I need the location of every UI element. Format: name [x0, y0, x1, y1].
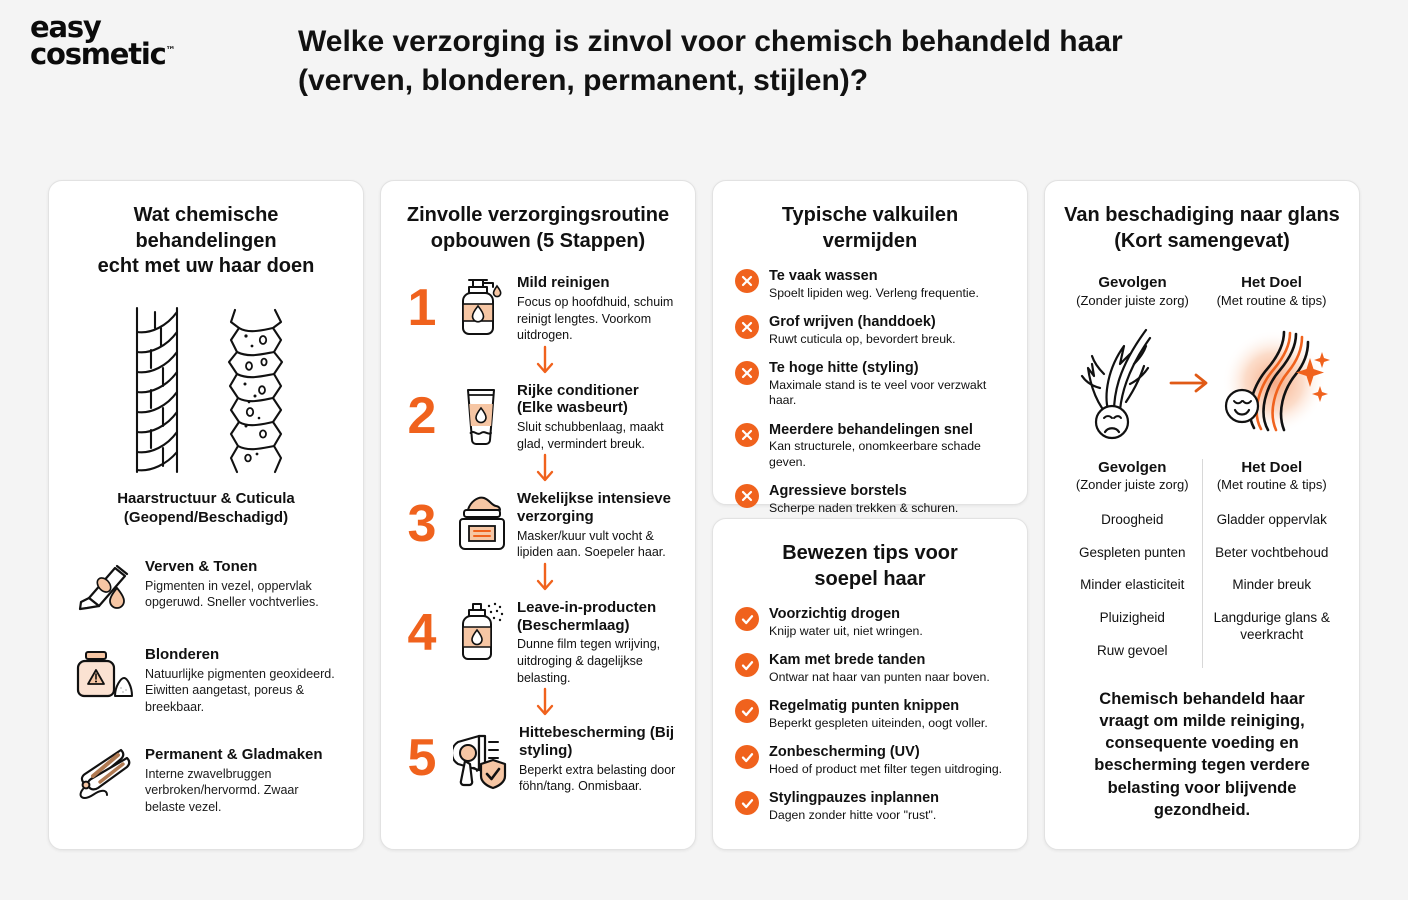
treatment-item [71, 554, 341, 616]
comparison-table-left-title: Gevolgen [1098, 459, 1167, 477]
routine-step [399, 380, 677, 453]
list-item: Pluizigheid [1099, 610, 1165, 626]
pitfall-item [735, 422, 1007, 470]
arrow-right-icon [1168, 368, 1214, 398]
pitfall-heading: Grof wrijven (handdoek) [769, 314, 936, 331]
pitfall-item [735, 314, 1007, 347]
card-title-line1: Bewezen tips voor [782, 542, 958, 564]
card-title-line1: Typische valkuilen [781, 204, 959, 226]
pitfall-body: Scherpe naden trekken & schuren. [769, 500, 959, 515]
pitfall-text [769, 314, 956, 347]
routine-step [399, 272, 677, 344]
damaged-cuticle-icon [219, 302, 291, 477]
bleach-jar-icon [71, 642, 133, 704]
check-circle-icon [735, 745, 759, 769]
tip-body: Dagen zonder hitte voor "rust". [769, 807, 937, 822]
treatment-heading: Blonderen [145, 645, 220, 663]
comparison-left-title: Gevolgen [1098, 274, 1167, 292]
tip-text [769, 652, 990, 685]
step-heading: Mild reinigen [517, 274, 610, 292]
hair-structure-diagram [67, 302, 345, 477]
tip-item [735, 606, 1007, 639]
brand-logo-line1: easy [30, 10, 101, 44]
goal-list [1203, 504, 1342, 652]
hair-mask-jar-icon [453, 488, 509, 556]
x-circle-icon [735, 484, 759, 508]
pitfall-body: Kan structurele, onomkeerbare schade geven. [769, 439, 981, 469]
card-title-damage-to-shine [1063, 203, 1341, 254]
card-care-routine [380, 180, 696, 850]
card-chemical-treatments [48, 180, 364, 850]
treatment-heading: Permanent & Gladmaken [145, 745, 323, 763]
pitfall-item [735, 360, 1007, 408]
tip-heading: Stylingpauzes inplannen [769, 790, 939, 807]
comparison-visual [1063, 323, 1341, 443]
tip-item [735, 698, 1007, 731]
comparison-right-subtitle: (Met routine & tips) [1216, 293, 1327, 309]
step-body: Sluit schubbenlaag, maakt glad, vermindert breuk. [517, 420, 664, 451]
step-body: Masker/kuur vult vocht & lipiden aan. Soepeler haar. [517, 528, 666, 560]
step-number: 1 [407, 279, 437, 338]
pump-bottle-icon [453, 272, 509, 340]
pitfall-heading: Meerdere behandelingen snel [769, 421, 973, 438]
trademark-symbol: ™ [165, 45, 176, 57]
card-title-line2: vermijden [822, 229, 918, 252]
treatment-text [145, 642, 341, 716]
damaged-hair-sad-face-icon [1068, 324, 1164, 442]
x-circle-icon [735, 315, 759, 339]
list-item: Gladder oppervlak [1216, 511, 1327, 527]
step-number: 2 [407, 386, 437, 445]
hairdryer-shield-icon [453, 722, 511, 790]
tip-body: Knijp water uit, niet wringen. [769, 623, 923, 638]
step-heading: Leave-in-producten (Beschermlaag) [517, 599, 657, 634]
comparison-left-subtitle: (Zonder juiste zorg) [1076, 293, 1189, 309]
step-text [517, 380, 677, 453]
pitfall-list [731, 268, 1009, 516]
treatment-list [67, 554, 345, 816]
pitfall-text [769, 268, 979, 301]
summary-text: Chemisch behandeld haar vraagt om milde reiniging, consequente voeding en bescherming tegen verdere belasting voor blijvende gezondheid. [1094, 690, 1310, 819]
pitfall-heading: Agressieve borstels [769, 483, 907, 500]
check-circle-icon [735, 653, 759, 677]
x-circle-icon [735, 423, 759, 447]
hair-diagram-caption-line1: Haarstructuur & Cuticula [117, 489, 295, 507]
hair-diagram-caption [67, 489, 345, 528]
brand-logo-line2: cosmetic™ [30, 36, 176, 71]
tip-text [769, 698, 988, 731]
tip-item [735, 744, 1007, 777]
conditioner-tube-icon [453, 380, 509, 448]
treatment-item [71, 742, 341, 816]
treatment-body: Pigmenten in vezel, oppervlak opgeruwd. Sneller vochtverlies. [145, 578, 319, 610]
step-text [519, 722, 677, 795]
step-body: Dunne film tegen wrijving, uitdroging & dagelijkse belasting. [517, 637, 661, 685]
pitfall-body: Ruwt cuticula op, bevordert breuk. [769, 331, 956, 346]
treatment-text [145, 742, 341, 816]
card-title-line2: soepel haar [814, 567, 926, 590]
step-text [517, 272, 677, 344]
healthy-cuticle-icon [121, 302, 193, 477]
step-arrow-icon [413, 344, 677, 380]
step-arrow-icon [413, 452, 677, 488]
header [0, 0, 1408, 170]
card-title-line2: (Kort samengevat) [1114, 229, 1290, 252]
card-pitfalls [712, 180, 1028, 515]
card-title-care-routine [399, 203, 677, 254]
x-circle-icon [735, 269, 759, 293]
card-title-line1: Zinvolle verzorgingsroutine [406, 204, 670, 226]
tip-heading: Zonbescherming (UV) [769, 744, 920, 761]
card-title-pitfalls [731, 203, 1009, 254]
comparison-header [1063, 274, 1341, 309]
routine-step [399, 597, 677, 686]
comparison-column-goal [1203, 459, 1342, 668]
step-number: 4 [407, 604, 437, 662]
step-arrow-icon [413, 686, 677, 722]
treatment-body: Interne zwavelbruggen verbroken/hervormd. Zwaar belaste vezel. [145, 766, 299, 814]
comparison-right-title: Het Doel [1241, 274, 1302, 292]
step-arrow-icon [413, 561, 677, 597]
pitfall-body: Spoelt lipiden weg. Verleng frequentie. [769, 285, 979, 300]
list-item: Minder elasticiteit [1080, 577, 1185, 593]
hair-diagram-caption-line2: (Geopend/Beschadigd) [123, 509, 289, 527]
x-circle-icon [735, 361, 759, 385]
routine-steps [399, 272, 677, 795]
shiny-hair-happy-face-icon [1218, 324, 1336, 442]
page-title-line2: (verven, blonderen, permanent, stijlen)? [298, 64, 869, 97]
comparison-table-right-title: Het Doel [1241, 459, 1303, 477]
list-item: Minder breuk [1232, 577, 1312, 593]
check-circle-icon [735, 607, 759, 631]
tip-body: Hoed of product met filter tegen uitdroging. [769, 761, 1003, 776]
comparison-column-consequences [1063, 459, 1203, 668]
card-title-proven-tips [731, 541, 1009, 592]
flat-iron-icon [71, 742, 133, 804]
tip-body: Ontwar nat haar van punten naar boven. [769, 669, 990, 684]
list-item: Langdurige glans & veerkracht [1213, 610, 1330, 643]
step-number: 3 [407, 495, 437, 554]
page-title-line1: Welke verzorging is zinvol voor chemisch behandeld haar [298, 25, 1123, 58]
step-text [517, 597, 677, 686]
list-item: Droogheid [1101, 511, 1164, 527]
card-title-line1: Van beschadiging naar glans [1064, 204, 1340, 226]
pitfall-body: Maximale stand is te veel voor verzwakt haar. [769, 377, 987, 408]
routine-step [399, 488, 677, 561]
card-title-line1: Wat chemische behandelingen [133, 204, 279, 252]
check-circle-icon [735, 791, 759, 815]
tip-heading: Voorzichtig drogen [769, 606, 901, 623]
list-item: Gespleten punten [1078, 544, 1186, 560]
step-heading: Rijke conditioner (Elke wasbeurt) [517, 381, 639, 417]
card-title-line2: opbouwen (5 Stappen) [430, 229, 646, 252]
comparison-table-right-subtitle: (Met routine & tips) [1216, 477, 1327, 493]
card-title-line2: echt met uw haar doen [97, 255, 315, 278]
pitfall-heading: Te vaak wassen [769, 268, 878, 285]
page-title [298, 22, 1358, 100]
card-damage-to-shine [1044, 180, 1360, 850]
card-proven-tips [712, 518, 1028, 850]
comparison-table-left-subtitle: (Zonder juiste zorg) [1075, 477, 1189, 493]
tip-heading: Kam met brede tanden [769, 652, 926, 669]
tip-body: Beperkt gespleten uiteinden, oogt voller. [769, 715, 988, 730]
hair-dye-tube-icon [71, 554, 133, 616]
treatment-heading: Verven & Tonen [145, 557, 258, 575]
list-item: Ruw gevoel [1096, 643, 1168, 659]
step-body: Beperkt extra belasting door föhn/tang. Onmisbaar. [519, 762, 676, 794]
pitfall-text [769, 483, 958, 516]
comparison-header-right [1202, 274, 1341, 309]
tip-item [735, 790, 1007, 823]
spray-bottle-icon [453, 597, 509, 665]
step-text [517, 488, 677, 561]
tip-heading: Regelmatig punten knippen [769, 698, 960, 715]
comparison-header-left [1063, 274, 1202, 309]
treatment-item [71, 642, 341, 716]
brand-logo [30, 10, 270, 71]
list-item: Beter vochtbehoud [1215, 544, 1329, 560]
card-title-chemical-treatments [67, 203, 345, 280]
treatment-text [145, 554, 341, 611]
treatment-body: Natuurlijke pigmenten geoxideerd. Eiwitten aangetast, poreus & breekbaar. [145, 666, 335, 715]
pitfall-heading: Te hoge hitte (styling) [769, 360, 919, 377]
pitfall-text [769, 360, 1007, 408]
pitfall-item [735, 483, 1007, 516]
tip-text [769, 606, 923, 639]
tip-text [769, 790, 939, 823]
step-heading: Wekelijkse intensieve verzorging [517, 490, 671, 526]
step-heading: Hittebescherming (Bij styling) [519, 724, 675, 759]
check-circle-icon [735, 699, 759, 723]
step-body: Focus op hoofdhuid, schuim reinigt lengtes. Voorkom uitdrogen. [517, 294, 674, 343]
tip-text [769, 744, 1002, 777]
pitfall-text [769, 422, 1007, 470]
tip-item [735, 652, 1007, 685]
consequences-list [1063, 504, 1202, 668]
tip-list [731, 606, 1009, 823]
pitfall-item [735, 268, 1007, 301]
routine-step [399, 722, 677, 795]
comparison-table [1063, 459, 1341, 668]
step-number: 5 [407, 729, 437, 788]
